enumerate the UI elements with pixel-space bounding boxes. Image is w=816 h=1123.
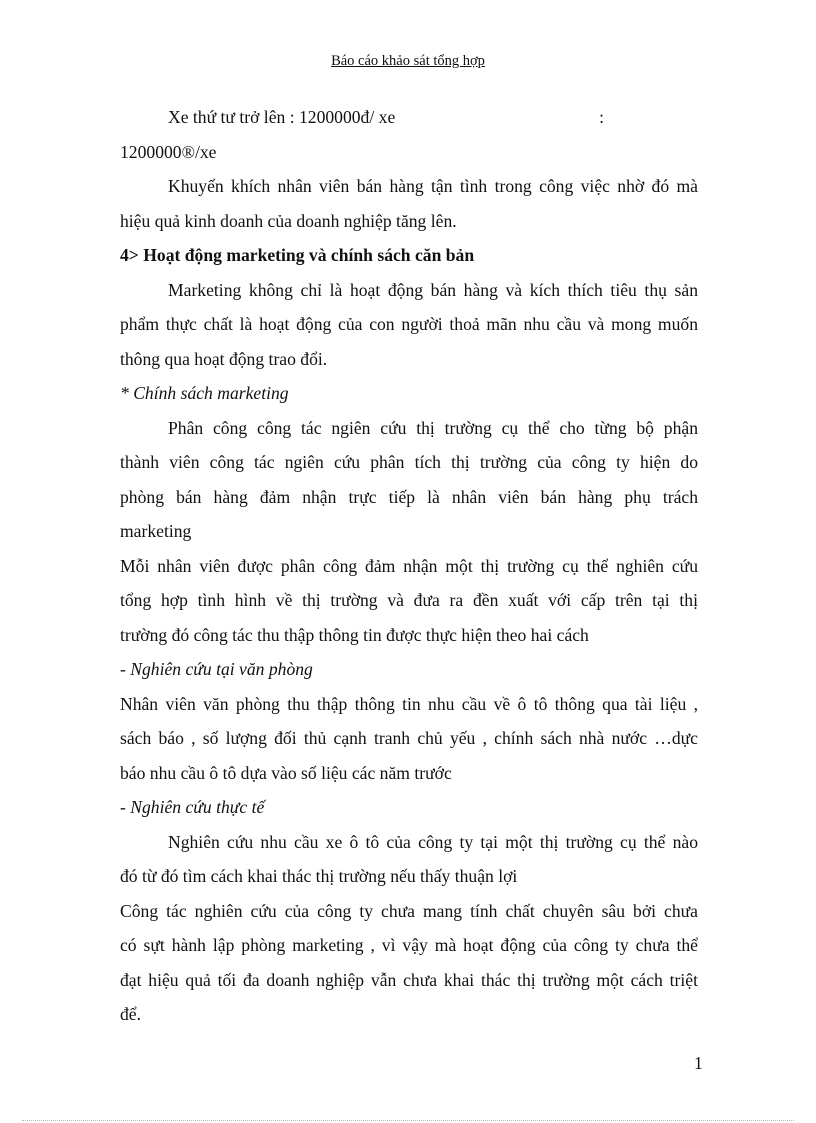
paragraph-line: báo nhu cầu ô tô dựa vào số liệu các năm trước xyxy=(120,762,452,783)
paragraph-line: Marketing không chỉ là hoạt động bán hàng và kích thích tiêu thụ sản xyxy=(168,279,698,300)
paragraph-line: phẩm thực chất là hoạt động của con người thoả mãn nhu cầu và mong muốn xyxy=(120,314,698,334)
paragraph-line: để. xyxy=(120,1004,142,1024)
fee-colon: : xyxy=(599,107,604,127)
paragraph-line: Nghiên cứu nhu cầu xe ô tô của công ty tại một thị trường cụ thể nào xyxy=(168,831,698,852)
paragraph-line: Nhân viên văn phòng thu thập thông tin nhu cầu về ô tô thông qua tài liệu , xyxy=(120,693,698,714)
page-bottom-divider xyxy=(22,1120,794,1121)
paragraph-line: Phân công công tác ngiên cứu thị trường cụ thể cho từng bộ phận xyxy=(168,417,698,438)
fee-value: 1200000®/xe xyxy=(120,141,217,162)
paragraph-line: đó từ đó tìm cách khai thác thị trường nếu thấy thuận lợi xyxy=(120,866,518,886)
document-body xyxy=(120,100,698,1032)
section-heading: 4> Hoạt động marketing và chính sách căn bản xyxy=(120,245,475,265)
paragraph-line: phòng bán hàng đảm nhận trực tiếp là nhân viên bán hàng phụ trách xyxy=(120,486,698,507)
subsection-heading: * Chính sách marketing xyxy=(120,383,289,403)
fee-line xyxy=(120,100,698,135)
paragraph-line: đạt hiệu quả tối đa doanh nghiệp vẫn chưa khai thác thị trường một cách triệt xyxy=(120,969,698,990)
paragraph-line: trường đó công tác thu thập thông tin được thực hiện theo hai cách xyxy=(120,624,589,645)
paragraph-line: hiệu quả kinh doanh của doanh nghiệp tăng lên. xyxy=(120,210,457,231)
paragraph-line: Khuyến khích nhân viên bán hàng tận tình trong công việc nhờ đó mà xyxy=(168,176,698,196)
running-header: Báo cáo khảo sát tổng hợp xyxy=(331,53,485,69)
page-number: 1 xyxy=(694,1053,703,1073)
paragraph-line: marketing xyxy=(120,521,192,541)
paragraph-line: thông qua hoạt động trao đổi. xyxy=(120,348,328,369)
paragraph-line: có sựt hành lập phòng marketing , vì vậy mà hoạt động của công ty chưa thể xyxy=(120,935,698,955)
paragraph-line: Công tác nghiên cứu của công ty chưa mang tính chất chuyên sâu bởi chưa xyxy=(120,900,698,921)
paragraph-line: Mỗi nhân viên được phân công đảm nhận một thị trường cụ thể nghiên cứu xyxy=(120,555,698,576)
paragraph-line: sách báo , số lượng đối thủ cạnh tranh chủ yếu , chính sách nhà nước …dực xyxy=(120,728,698,748)
paragraph-line: thành viên công tác ngiên cứu phân tích thị trường của công ty hiện do xyxy=(120,452,698,472)
fee-text: Xe thứ tư trở lên : 1200000đ/ xe xyxy=(168,107,396,127)
subsection-heading: - Nghiên cứu thực tế xyxy=(120,797,265,817)
subsection-heading: - Nghiên cứu tại văn phòng xyxy=(120,659,313,679)
paragraph-line: tổng hợp tình hình về thị trường và đưa ra đền xuất với cấp trên tại thị xyxy=(120,590,698,610)
